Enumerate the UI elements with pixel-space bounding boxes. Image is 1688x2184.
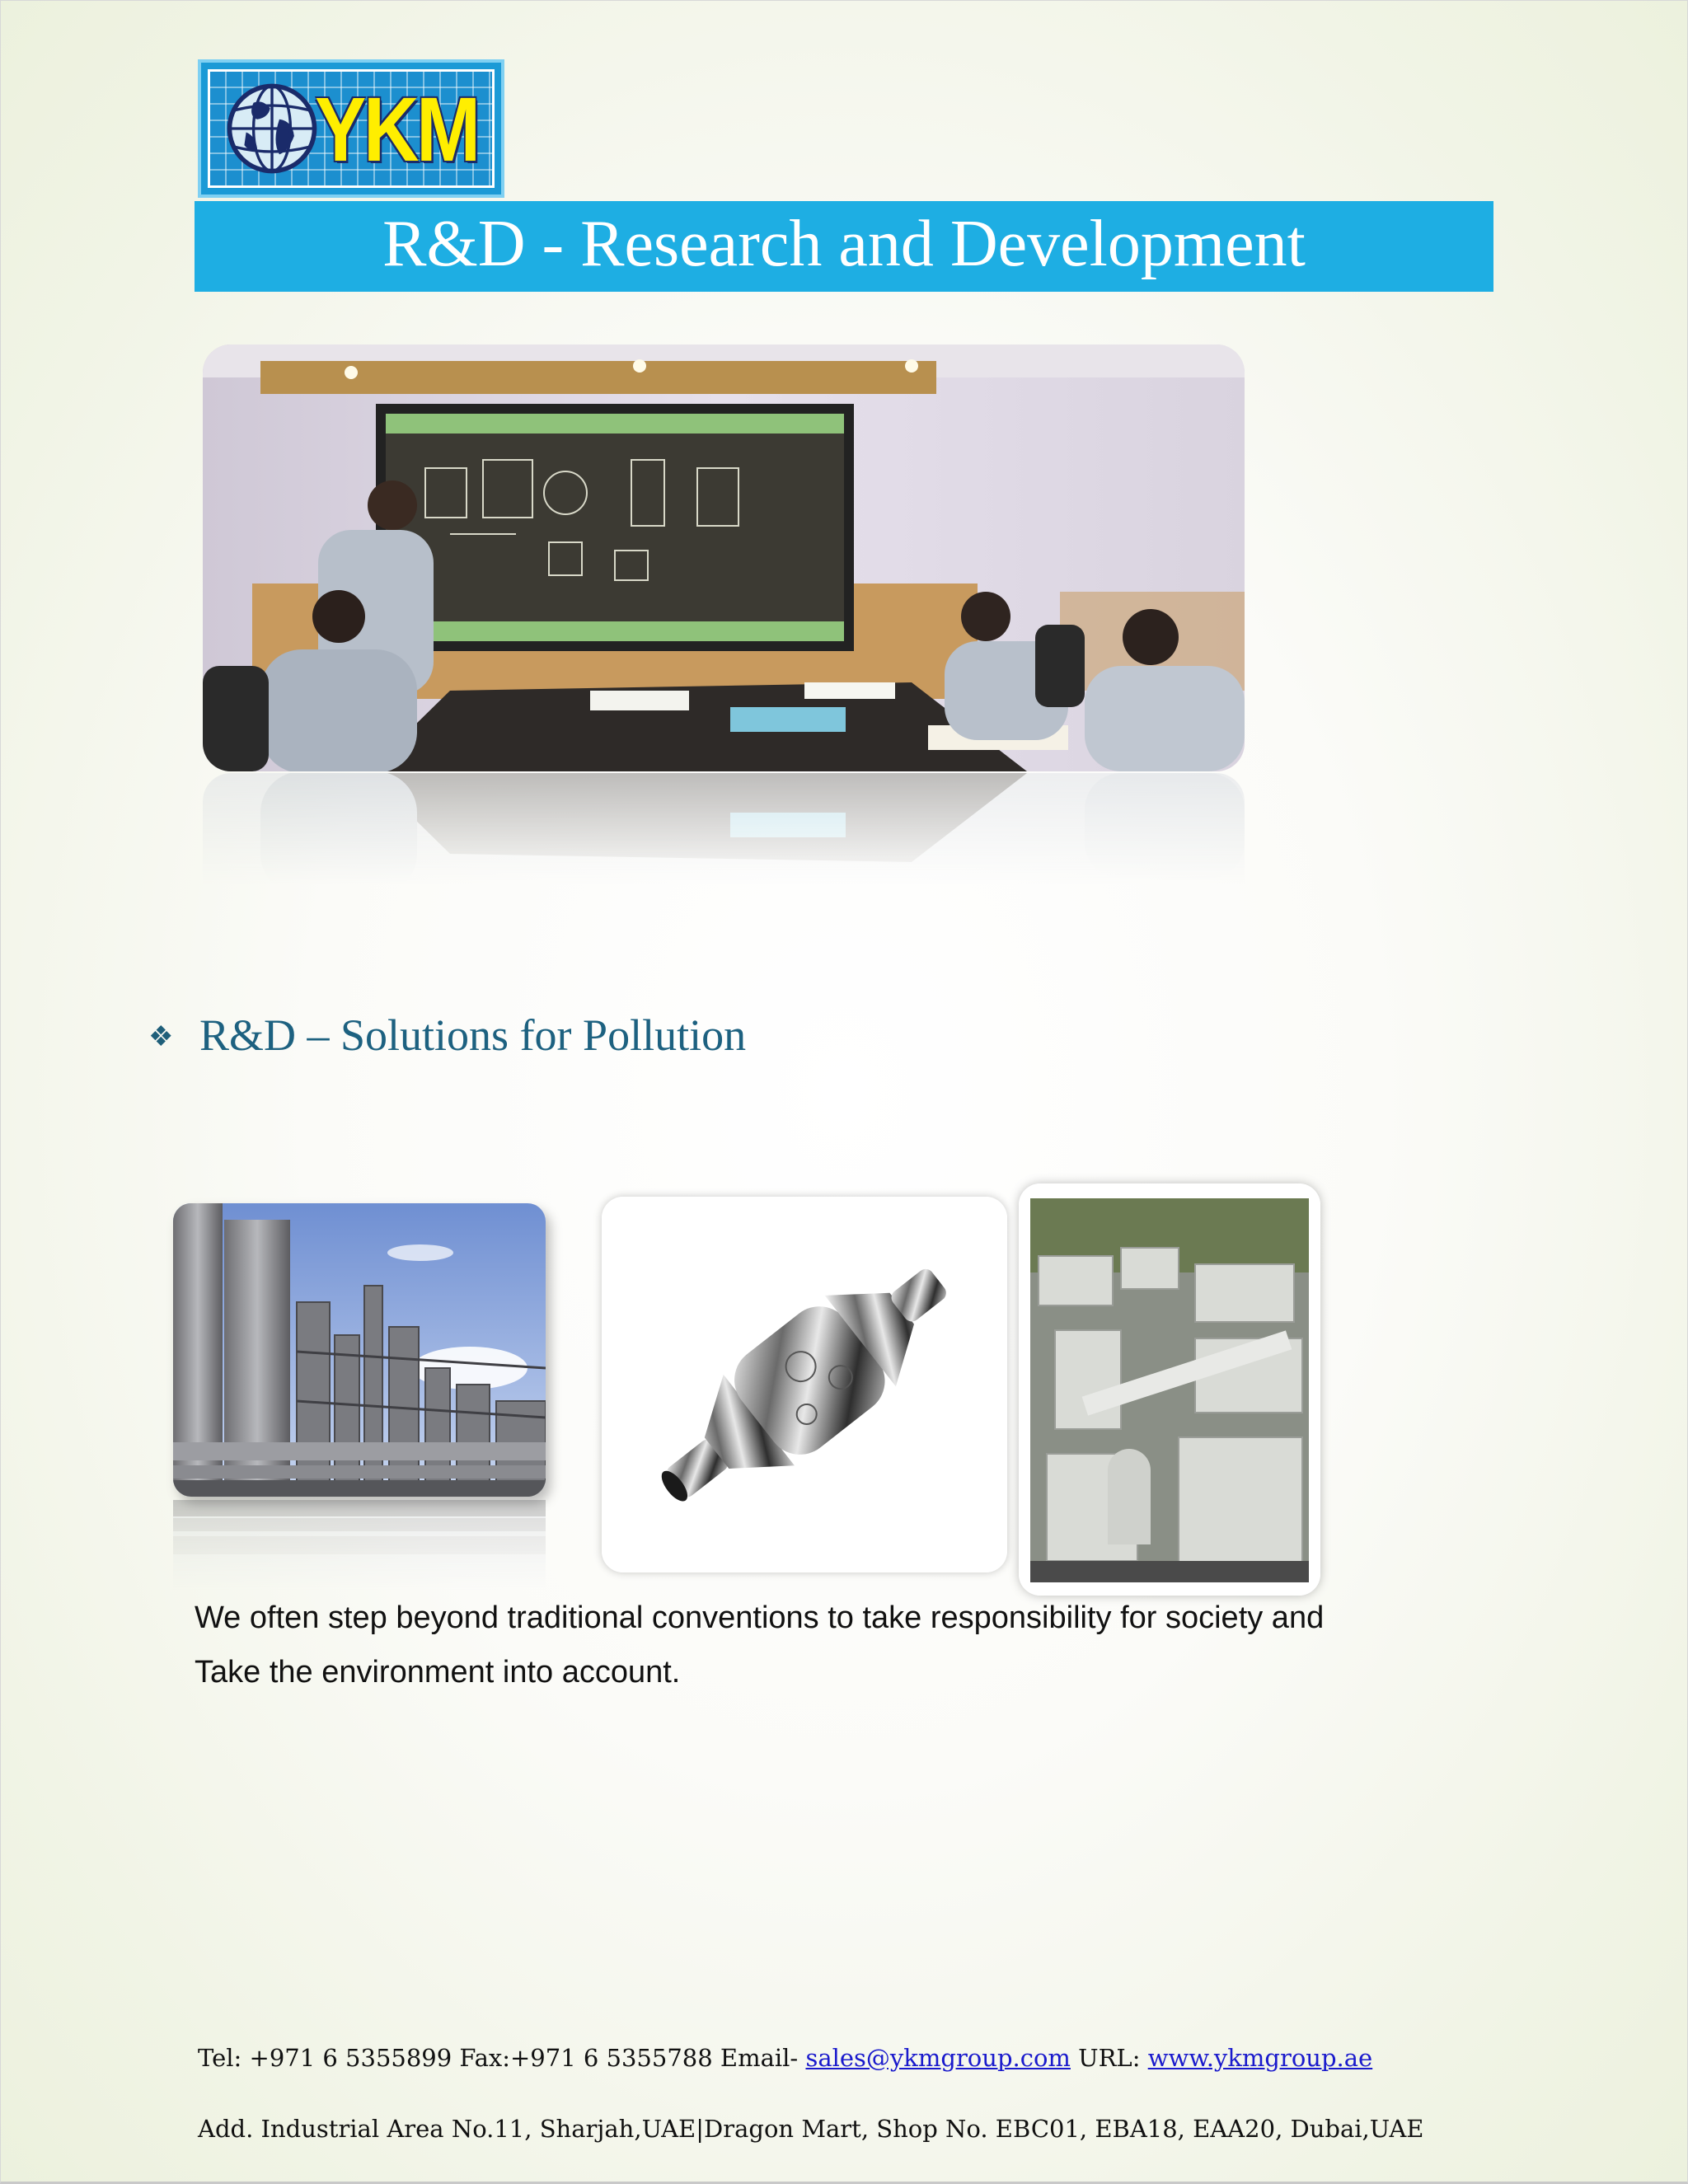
rd-meeting-photo-reflection bbox=[203, 773, 1245, 885]
page-title: R&D - Research and Development bbox=[382, 208, 1306, 280]
globe-icon bbox=[226, 82, 318, 175]
footer-contact bbox=[198, 2044, 1372, 2072]
body-line-2: Take the environment into account. bbox=[195, 1655, 681, 1690]
diamond-bullet-icon: ❖ bbox=[148, 1021, 174, 1052]
footer-url-label: URL: bbox=[1070, 2044, 1148, 2072]
treatment-plant-photo bbox=[1019, 1183, 1320, 1596]
website-link[interactable]: www.ykmgroup.ae bbox=[1147, 2044, 1373, 2072]
logo-text: YKM bbox=[315, 79, 478, 180]
body-line-1: We often step beyond traditional conventions to take responsibility for society and bbox=[195, 1601, 1325, 1635]
refinery-photo bbox=[173, 1203, 546, 1497]
email-link[interactable]: sales@ykmgroup.com bbox=[805, 2044, 1071, 2072]
section-heading: R&D – Solutions for Pollution bbox=[199, 1010, 747, 1060]
title-banner bbox=[195, 201, 1493, 292]
footer-contact-text: Tel: +971 6 5355899 Fax:+971 6 5355788 Email- bbox=[198, 2044, 806, 2072]
refinery-photo-reflection bbox=[173, 1500, 546, 1591]
rd-meeting-photo bbox=[203, 344, 1245, 771]
ykm-logo bbox=[198, 59, 504, 198]
catalytic-converter-photo bbox=[602, 1197, 1007, 1572]
footer-address: Add. Industrial Area No.11, Sharjah,UAE|Dragon Mart, Shop No. EBC01, EBA18, EAA20, Dubai,UAE bbox=[198, 2115, 1424, 2143]
body-text bbox=[195, 1591, 1480, 1699]
